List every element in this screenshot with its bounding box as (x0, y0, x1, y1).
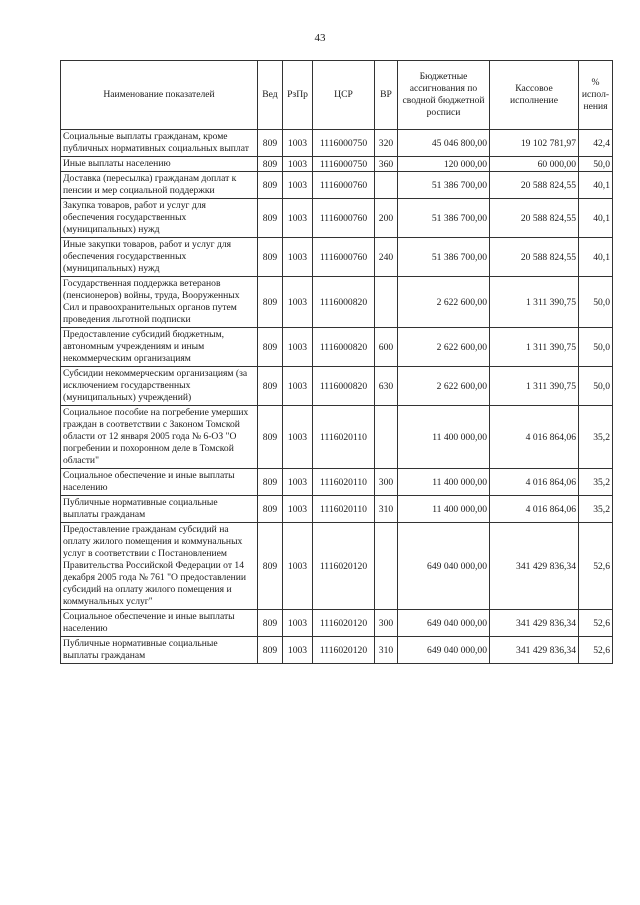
table-row (61, 328, 613, 367)
row-budget: 11 400 000,00 (398, 406, 490, 469)
row-budget: 11 400 000,00 (398, 496, 490, 523)
row-csr: 1116020110 (313, 496, 375, 523)
row-budget: 2 622 600,00 (398, 328, 490, 367)
row-csr: 1116000820 (313, 277, 375, 328)
table-row (61, 199, 613, 238)
row-vr: 300 (375, 469, 398, 496)
row-ved: 809 (258, 637, 283, 664)
row-ved: 809 (258, 328, 283, 367)
row-name: Публичные нормативные социальные выплаты гражданам (61, 496, 258, 523)
row-cash: 341 429 836,34 (490, 637, 579, 664)
row-rzpr: 1003 (283, 199, 313, 238)
row-name: Социальные выплаты гражданам, кроме публичных нормативных социальных выплат (61, 130, 258, 157)
row-vr: 310 (375, 496, 398, 523)
row-rzpr: 1003 (283, 130, 313, 157)
table-row (61, 637, 613, 664)
header-cash: Кассовое исполнение (490, 61, 579, 130)
row-cash: 20 588 824,55 (490, 199, 579, 238)
row-name: Государственная поддержка ветеранов (пенсионеров) войны, труда, Вооруженных Сил и правоохранительных органов путем проведения льготной подписки (61, 277, 258, 328)
page-number: 43 (314, 32, 326, 44)
row-budget: 649 040 000,00 (398, 637, 490, 664)
row-vr (375, 172, 398, 199)
row-cash: 19 102 781,97 (490, 130, 579, 157)
row-percent: 50,0 (579, 328, 613, 367)
row-rzpr: 1003 (283, 406, 313, 469)
header-row (61, 61, 613, 130)
row-budget: 120 000,00 (398, 157, 490, 172)
row-ved: 809 (258, 199, 283, 238)
row-vr: 200 (375, 199, 398, 238)
row-budget: 51 386 700,00 (398, 238, 490, 277)
row-percent: 42,4 (579, 130, 613, 157)
row-vr (375, 406, 398, 469)
row-cash: 4 016 864,06 (490, 496, 579, 523)
table-row (61, 277, 613, 328)
row-vr: 300 (375, 610, 398, 637)
row-name: Предоставление субсидий бюджетным, автономным учреждениям и иным некоммерческим организациям (61, 328, 258, 367)
table-row (61, 367, 613, 406)
row-rzpr: 1003 (283, 496, 313, 523)
row-rzpr: 1003 (283, 367, 313, 406)
row-csr: 1116020110 (313, 406, 375, 469)
row-ved: 809 (258, 238, 283, 277)
row-rzpr: 1003 (283, 157, 313, 172)
header-name: Наименование показателей (61, 61, 258, 130)
row-csr: 1116000750 (313, 157, 375, 172)
row-ved: 809 (258, 157, 283, 172)
header-ved: Вед (258, 61, 283, 130)
row-cash: 341 429 836,34 (490, 610, 579, 637)
row-csr: 1116000820 (313, 367, 375, 406)
row-budget: 2 622 600,00 (398, 277, 490, 328)
row-name: Иные закупки товаров, работ и услуг для обеспечения государственных (муниципальных) нужд (61, 238, 258, 277)
row-csr: 1116000760 (313, 172, 375, 199)
row-percent: 50,0 (579, 277, 613, 328)
row-csr: 1116020110 (313, 469, 375, 496)
row-ved: 809 (258, 523, 283, 610)
row-cash: 1 311 390,75 (490, 328, 579, 367)
row-budget: 649 040 000,00 (398, 523, 490, 610)
header-rzpr: РзПр (283, 61, 313, 130)
table-row (61, 523, 613, 610)
row-csr: 1116020120 (313, 637, 375, 664)
row-percent: 52,6 (579, 610, 613, 637)
row-percent: 40,1 (579, 172, 613, 199)
row-percent: 40,1 (579, 238, 613, 277)
row-budget: 51 386 700,00 (398, 172, 490, 199)
table-row (61, 157, 613, 172)
table-row (61, 610, 613, 637)
row-name: Иные выплаты населению (61, 157, 258, 172)
row-ved: 809 (258, 277, 283, 328)
row-csr: 1116000820 (313, 328, 375, 367)
row-name: Социальное обеспечение и иные выплаты населению (61, 469, 258, 496)
row-vr: 600 (375, 328, 398, 367)
table-row (61, 238, 613, 277)
row-name: Доставка (пересылка) гражданам доплат к пенсии и мер социальной поддержки (61, 172, 258, 199)
row-percent: 35,2 (579, 469, 613, 496)
row-rzpr: 1003 (283, 328, 313, 367)
row-name: Субсидии некоммерческим организациям (за исключением государственных (муниципальных) учреждений) (61, 367, 258, 406)
table-row (61, 469, 613, 496)
row-vr: 360 (375, 157, 398, 172)
row-vr: 320 (375, 130, 398, 157)
row-name: Предоставление гражданам субсидий на оплату жилого помещения и коммунальных услуг в соответствии с Постановлением Правительства Российской Федерации от 14 декабря 2005 года № 761 "О предоставлении субсидий на оплату жилого помещения и коммунальных услуг" (61, 523, 258, 610)
row-ved: 809 (258, 496, 283, 523)
row-rzpr: 1003 (283, 172, 313, 199)
table-row (61, 130, 613, 157)
row-cash: 4 016 864,06 (490, 406, 579, 469)
table-row (61, 496, 613, 523)
row-rzpr: 1003 (283, 637, 313, 664)
row-rzpr: 1003 (283, 469, 313, 496)
table-row (61, 406, 613, 469)
header-vr: ВР (375, 61, 398, 130)
row-cash: 1 311 390,75 (490, 277, 579, 328)
row-percent: 35,2 (579, 406, 613, 469)
row-percent: 52,6 (579, 637, 613, 664)
row-rzpr: 1003 (283, 523, 313, 610)
row-ved: 809 (258, 172, 283, 199)
row-budget: 649 040 000,00 (398, 610, 490, 637)
row-ved: 809 (258, 406, 283, 469)
header-budget: Бюджетные ассигнования по сводной бюджетной росписи (398, 61, 490, 130)
row-percent: 50,0 (579, 367, 613, 406)
row-budget: 51 386 700,00 (398, 199, 490, 238)
row-name: Публичные нормативные социальные выплаты гражданам (61, 637, 258, 664)
row-percent: 35,2 (579, 496, 613, 523)
header-csr: ЦСР (313, 61, 375, 130)
row-name: Социальное пособие на погребение умерших граждан в соответствии с Законом Томской области от 12 января 2005 года № 6-ОЗ "О погребении и похоронном деле в Томской области" (61, 406, 258, 469)
row-ved: 809 (258, 610, 283, 637)
row-percent: 52,6 (579, 523, 613, 610)
row-cash: 341 429 836,34 (490, 523, 579, 610)
row-cash: 4 016 864,06 (490, 469, 579, 496)
row-budget: 11 400 000,00 (398, 469, 490, 496)
row-rzpr: 1003 (283, 238, 313, 277)
row-percent: 50,0 (579, 157, 613, 172)
row-ved: 809 (258, 367, 283, 406)
row-budget: 2 622 600,00 (398, 367, 490, 406)
row-name: Закупка товаров, работ и услуг для обеспечения государственных (муниципальных) нужд (61, 199, 258, 238)
row-percent: 40,1 (579, 199, 613, 238)
row-csr: 1116000750 (313, 130, 375, 157)
row-vr: 240 (375, 238, 398, 277)
row-ved: 809 (258, 130, 283, 157)
row-vr: 630 (375, 367, 398, 406)
row-ved: 809 (258, 469, 283, 496)
row-rzpr: 1003 (283, 277, 313, 328)
budget-execution-table (60, 60, 613, 664)
row-cash: 20 588 824,55 (490, 172, 579, 199)
row-csr: 1116020120 (313, 610, 375, 637)
row-cash: 1 311 390,75 (490, 367, 579, 406)
row-csr: 1116020120 (313, 523, 375, 610)
header-percent: % испол-нения (579, 61, 613, 130)
row-vr: 310 (375, 637, 398, 664)
row-rzpr: 1003 (283, 610, 313, 637)
row-csr: 1116000760 (313, 199, 375, 238)
row-cash: 60 000,00 (490, 157, 579, 172)
row-vr (375, 523, 398, 610)
row-name: Социальное обеспечение и иные выплаты населению (61, 610, 258, 637)
table-row (61, 172, 613, 199)
row-budget: 45 046 800,00 (398, 130, 490, 157)
row-cash: 20 588 824,55 (490, 238, 579, 277)
row-csr: 1116000760 (313, 238, 375, 277)
row-vr (375, 277, 398, 328)
